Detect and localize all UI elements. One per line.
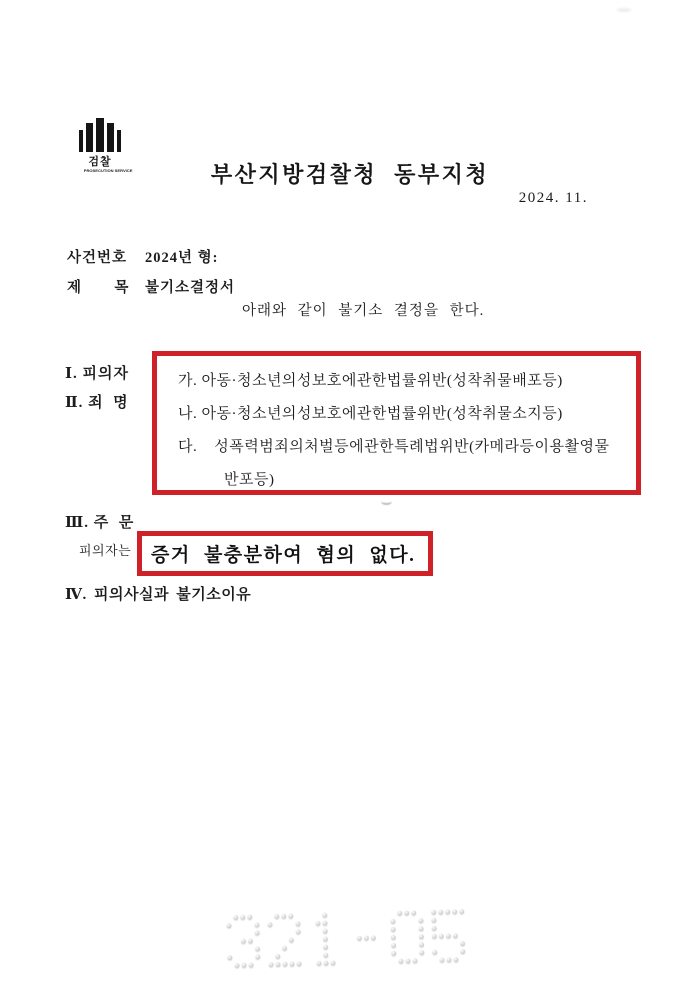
watermark xyxy=(226,909,473,975)
section-order-label: Ⅲ. 주 문 xyxy=(65,515,135,531)
watermark-dot xyxy=(255,946,260,951)
section-reason-label: Ⅳ. 피의사실과 불기소이유 xyxy=(65,587,252,603)
watermark-dot xyxy=(282,946,287,951)
watermark-dot xyxy=(357,936,362,941)
section-suspect-label: Ⅰ. 피의자 xyxy=(65,366,129,382)
case-number-label: 사건번호 xyxy=(67,250,128,266)
office-title: 부산지방검찰청 동부지청 xyxy=(210,162,490,187)
watermark-dot xyxy=(289,961,294,966)
watermark-dot xyxy=(364,936,369,941)
watermark-dot xyxy=(322,913,327,918)
decision-intro: 아래와 같이 불기소 결정을 한다. xyxy=(242,303,485,319)
watermark-dot xyxy=(316,961,321,966)
watermark-dot xyxy=(446,933,451,938)
case-number-row xyxy=(67,246,235,267)
watermark-dot xyxy=(323,953,328,958)
watermark-dot xyxy=(281,914,286,919)
watermark-dot xyxy=(322,921,327,926)
scan-artifact xyxy=(381,498,392,505)
watermark-dot xyxy=(296,961,301,966)
watermark-dot xyxy=(371,935,376,940)
charge-item: 다. 성폭력범죄의처벌등에관한특례법위반(카메라등이용촬영물 xyxy=(178,439,610,455)
logo-english-label: PROSECUTION SERVICE xyxy=(83,169,133,174)
watermark-dot xyxy=(241,939,246,944)
watermark-dot xyxy=(431,910,436,915)
watermark-dot xyxy=(405,958,410,963)
watermark-dot xyxy=(240,915,245,920)
watermark-dot xyxy=(418,918,423,923)
prosecution-emblem-icon xyxy=(72,118,128,152)
watermark-dot xyxy=(431,918,436,923)
watermark-dot xyxy=(439,934,444,939)
watermark-dot xyxy=(289,937,294,942)
watermark-dot xyxy=(391,951,396,956)
emblem-bar xyxy=(107,123,114,152)
emblem-bar xyxy=(79,130,83,152)
watermark-dot xyxy=(419,950,424,955)
charge-item: 나. 아동·청소년의성보호에관한법률위반(성착취물소지등) xyxy=(178,406,563,422)
watermark-dot xyxy=(323,945,328,950)
document-title-label: 제 목 xyxy=(67,280,130,296)
watermark-dot xyxy=(295,921,300,926)
watermark-dot xyxy=(460,949,465,954)
emblem-bar xyxy=(96,118,104,152)
watermark-dot xyxy=(254,922,259,927)
watermark-dot xyxy=(330,960,335,965)
watermark-dot xyxy=(227,955,232,960)
watermark-dot xyxy=(412,958,417,963)
watermark-dot xyxy=(419,934,424,939)
emblem-bar xyxy=(86,123,93,152)
suspect-prefix: 피의자는 xyxy=(79,543,132,558)
charge-item: 가. 아동·청소년의성보호에관한법률위반(성착취물배포등) xyxy=(178,373,563,389)
watermark-dot xyxy=(460,941,465,946)
watermark-dot xyxy=(315,921,320,926)
watermark-dot xyxy=(391,927,396,932)
watermark-dot xyxy=(432,926,437,931)
watermark-dot xyxy=(242,963,247,968)
watermark-dot xyxy=(268,962,273,967)
watermark-dot xyxy=(274,914,279,919)
case-number-value: 2024년 형: xyxy=(145,250,219,266)
watermark-dot xyxy=(398,959,403,964)
watermark-dot xyxy=(226,923,231,928)
watermark-char xyxy=(431,909,467,966)
watermark-dot xyxy=(255,954,260,959)
watermark-char xyxy=(267,913,303,970)
watermark-dot xyxy=(391,935,396,940)
logo-korean-label: 검찰 xyxy=(88,156,112,168)
watermark-dot xyxy=(397,911,402,916)
watermark-dot xyxy=(323,929,328,934)
watermark-dot xyxy=(404,910,409,915)
emblem-bar xyxy=(117,130,121,152)
charge-item-continuation: 반포등) xyxy=(224,472,275,488)
watermark-char xyxy=(390,910,426,967)
watermark-dot xyxy=(419,942,424,947)
watermark-dot xyxy=(432,934,437,939)
watermark-dot xyxy=(446,957,451,962)
watermark-dot xyxy=(439,958,444,963)
watermark-dot xyxy=(453,957,458,962)
watermark-char xyxy=(308,912,344,969)
watermark-dot xyxy=(391,943,396,948)
watermark-char xyxy=(349,911,385,968)
watermark-dot xyxy=(411,910,416,915)
charges-highlight-box xyxy=(152,351,641,495)
watermark-dot xyxy=(419,926,424,931)
watermark-dot xyxy=(233,915,238,920)
scan-artifact xyxy=(617,8,631,12)
watermark-dot xyxy=(438,910,443,915)
section-offense-label: Ⅱ. 죄 명 xyxy=(65,395,129,411)
watermark-dot xyxy=(390,919,395,924)
watermark-char xyxy=(226,914,262,971)
watermark-dot xyxy=(255,930,260,935)
watermark-dot xyxy=(432,950,437,955)
case-meta xyxy=(67,246,235,306)
watermark-dot xyxy=(452,909,457,914)
watermark-dot xyxy=(275,962,280,967)
document-title-value: 불기소결정서 xyxy=(145,280,236,296)
watermark-dot xyxy=(267,922,272,927)
watermark-dot xyxy=(288,913,293,918)
watermark-dot xyxy=(235,963,240,968)
order-highlight-box xyxy=(137,531,433,576)
watermark-dot xyxy=(247,915,252,920)
watermark-dot xyxy=(323,937,328,942)
watermark-dot xyxy=(453,933,458,938)
watermark-dot xyxy=(248,939,253,944)
watermark-dot xyxy=(282,962,287,967)
document-title-row xyxy=(67,276,235,297)
watermark-dot xyxy=(249,963,254,968)
watermark-dot xyxy=(445,909,450,914)
order-text: 증거 불충분하여 혐의 없다. xyxy=(151,545,416,566)
watermark-dot xyxy=(296,929,301,934)
watermark-dot xyxy=(323,961,328,966)
watermark-dot xyxy=(459,909,464,914)
issue-date: 2024. 11. xyxy=(518,190,588,206)
watermark-dot xyxy=(275,954,280,959)
